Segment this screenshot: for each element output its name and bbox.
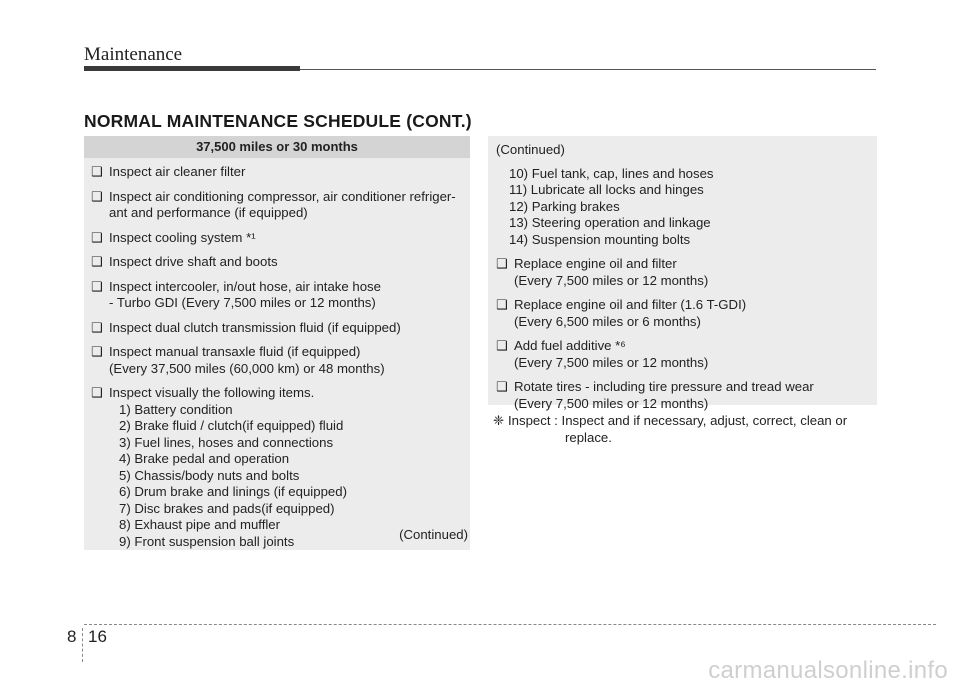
page-header-title: Maintenance: [84, 44, 183, 65]
checkbox-icon: ❑: [91, 164, 103, 179]
checkbox-icon: ❑: [496, 338, 508, 353]
numbered-subitem: 12) Parking brakes: [509, 198, 620, 214]
checklist-item: [91, 344, 462, 377]
checklist-item: [496, 297, 869, 330]
checklist-item-text: Inspect manual transaxle fluid (if equipped): [109, 344, 361, 359]
numbered-subitem: 5) Chassis/body nuts and bolts: [119, 467, 300, 483]
right-item-list: [496, 256, 869, 412]
checkbox-icon: ❑: [91, 344, 103, 359]
checklist-item: [496, 256, 869, 289]
checklist-item: [496, 338, 869, 371]
checklist-subtext: (Every 7,500 miles or 12 months): [514, 354, 709, 370]
checklist-item-text: Inspect visually the following items.: [109, 385, 315, 400]
checklist-item: [91, 189, 462, 222]
checkbox-icon: ❑: [496, 379, 508, 394]
left-item-list: [84, 158, 470, 550]
numbered-subitem: 14) Suspension mounting bolts: [509, 231, 691, 247]
numbered-subitem: 7) Disc brakes and pads(if equipped): [119, 500, 335, 516]
checklist-item: [91, 164, 462, 181]
checklist-item: [496, 379, 869, 412]
checklist-item-text: Inspect dual clutch transmission fluid (if equipped): [109, 319, 401, 335]
numbered-subitem: 4) Brake pedal and operation: [119, 451, 290, 466]
inspect-note: [493, 413, 877, 446]
checkbox-icon: ❑: [91, 385, 103, 400]
checklist-item-text: Replace engine oil and filter (1.6 T-GDI): [514, 297, 747, 312]
numbered-subitem: 6) Drum brake and linings (if equipped): [119, 484, 347, 499]
numbered-subitem: 11) Lubricate all locks and hinges: [509, 182, 704, 197]
note-line2: replace.: [565, 429, 612, 445]
checkbox-icon: ❑: [496, 297, 508, 312]
checklist-subtext: (Every 6,500 miles or 6 months): [514, 313, 701, 329]
checklist-item: [91, 230, 462, 247]
checkbox-icon: ❑: [91, 278, 103, 294]
checklist-item-text: Inspect drive shaft and boots: [109, 254, 278, 269]
checklist-subtext: (Every 7,500 miles or 12 months): [514, 395, 709, 411]
schedule-panel-right: [488, 136, 877, 411]
checklist-item-text: Inspect intercooler, in/out hose, air intake hose: [109, 278, 381, 294]
interval-heading: 37,500 miles or 30 months: [84, 136, 470, 158]
numbered-subitem: 13) Steering operation and linkage: [509, 215, 711, 230]
numbered-subitem: 1) Battery condition: [119, 401, 233, 417]
checklist-subtext: (Every 7,500 miles or 12 months): [514, 272, 709, 288]
checklist-subtext: - Turbo GDI (Every 7,500 miles or 12 months): [109, 295, 376, 310]
checkbox-icon: ❑: [91, 229, 103, 245]
note-line1: Inspect and if necessary, adjust, correct, clean or: [561, 413, 848, 428]
checklist-item: [91, 254, 462, 271]
checklist-item-text: Add fuel additive *⁶: [514, 338, 626, 353]
checkbox-icon: ❑: [496, 256, 508, 271]
checklist-item: [91, 320, 462, 337]
header-rule-thin: [300, 69, 876, 70]
continued-heading: (Continued): [496, 142, 565, 157]
continued-label: (Continued): [399, 527, 468, 542]
page-number: 16: [88, 627, 107, 646]
note-label: Inspect :: [508, 413, 558, 428]
header-rule-thick: [84, 66, 300, 71]
checklist-item: [91, 385, 462, 550]
numbered-subitem: 8) Exhaust pipe and muffler: [119, 517, 281, 532]
checkbox-icon: ❑: [91, 319, 103, 335]
schedule-panel-left: [84, 136, 470, 550]
numbered-subitem: 3) Fuel lines, hoses and connections: [119, 434, 334, 450]
checklist-item-text: Replace engine oil and filter: [514, 256, 677, 271]
checkbox-icon: ❑: [91, 254, 103, 269]
note-symbol-icon: ❈: [493, 413, 505, 428]
chapter-number: 8: [67, 627, 77, 646]
checklist-item-text: Inspect air cleaner filter: [109, 164, 246, 179]
numbered-subitem: 10) Fuel tank, cap, lines and hoses: [509, 165, 714, 181]
checkbox-icon: ❑: [91, 188, 103, 204]
checklist-item-text: Rotate tires - including tire pressure and tread wear: [514, 379, 814, 394]
numbered-list: [496, 166, 869, 249]
footer-vertical-divider: [82, 628, 83, 662]
numbered-subitem: 9) Front suspension ball joints: [119, 533, 295, 549]
numbered-subitem: 2) Brake fluid / clutch(if equipped) fluid: [119, 418, 344, 433]
checklist-subtext: ant and performance (if equipped): [109, 205, 308, 220]
footer-dashed-rule: [84, 624, 936, 625]
checklist-subtext: (Every 37,500 miles (60,000 km) or 48 months): [109, 360, 385, 376]
checklist-item-text: Inspect cooling system *¹: [109, 229, 256, 245]
checklist-item-text: Inspect air conditioning compressor, air conditioner refriger-: [109, 188, 456, 204]
watermark: carmanualsonline.info: [708, 657, 948, 684]
checklist-item: [91, 279, 462, 312]
section-title: NORMAL MAINTENANCE SCHEDULE (CONT.): [84, 111, 472, 131]
